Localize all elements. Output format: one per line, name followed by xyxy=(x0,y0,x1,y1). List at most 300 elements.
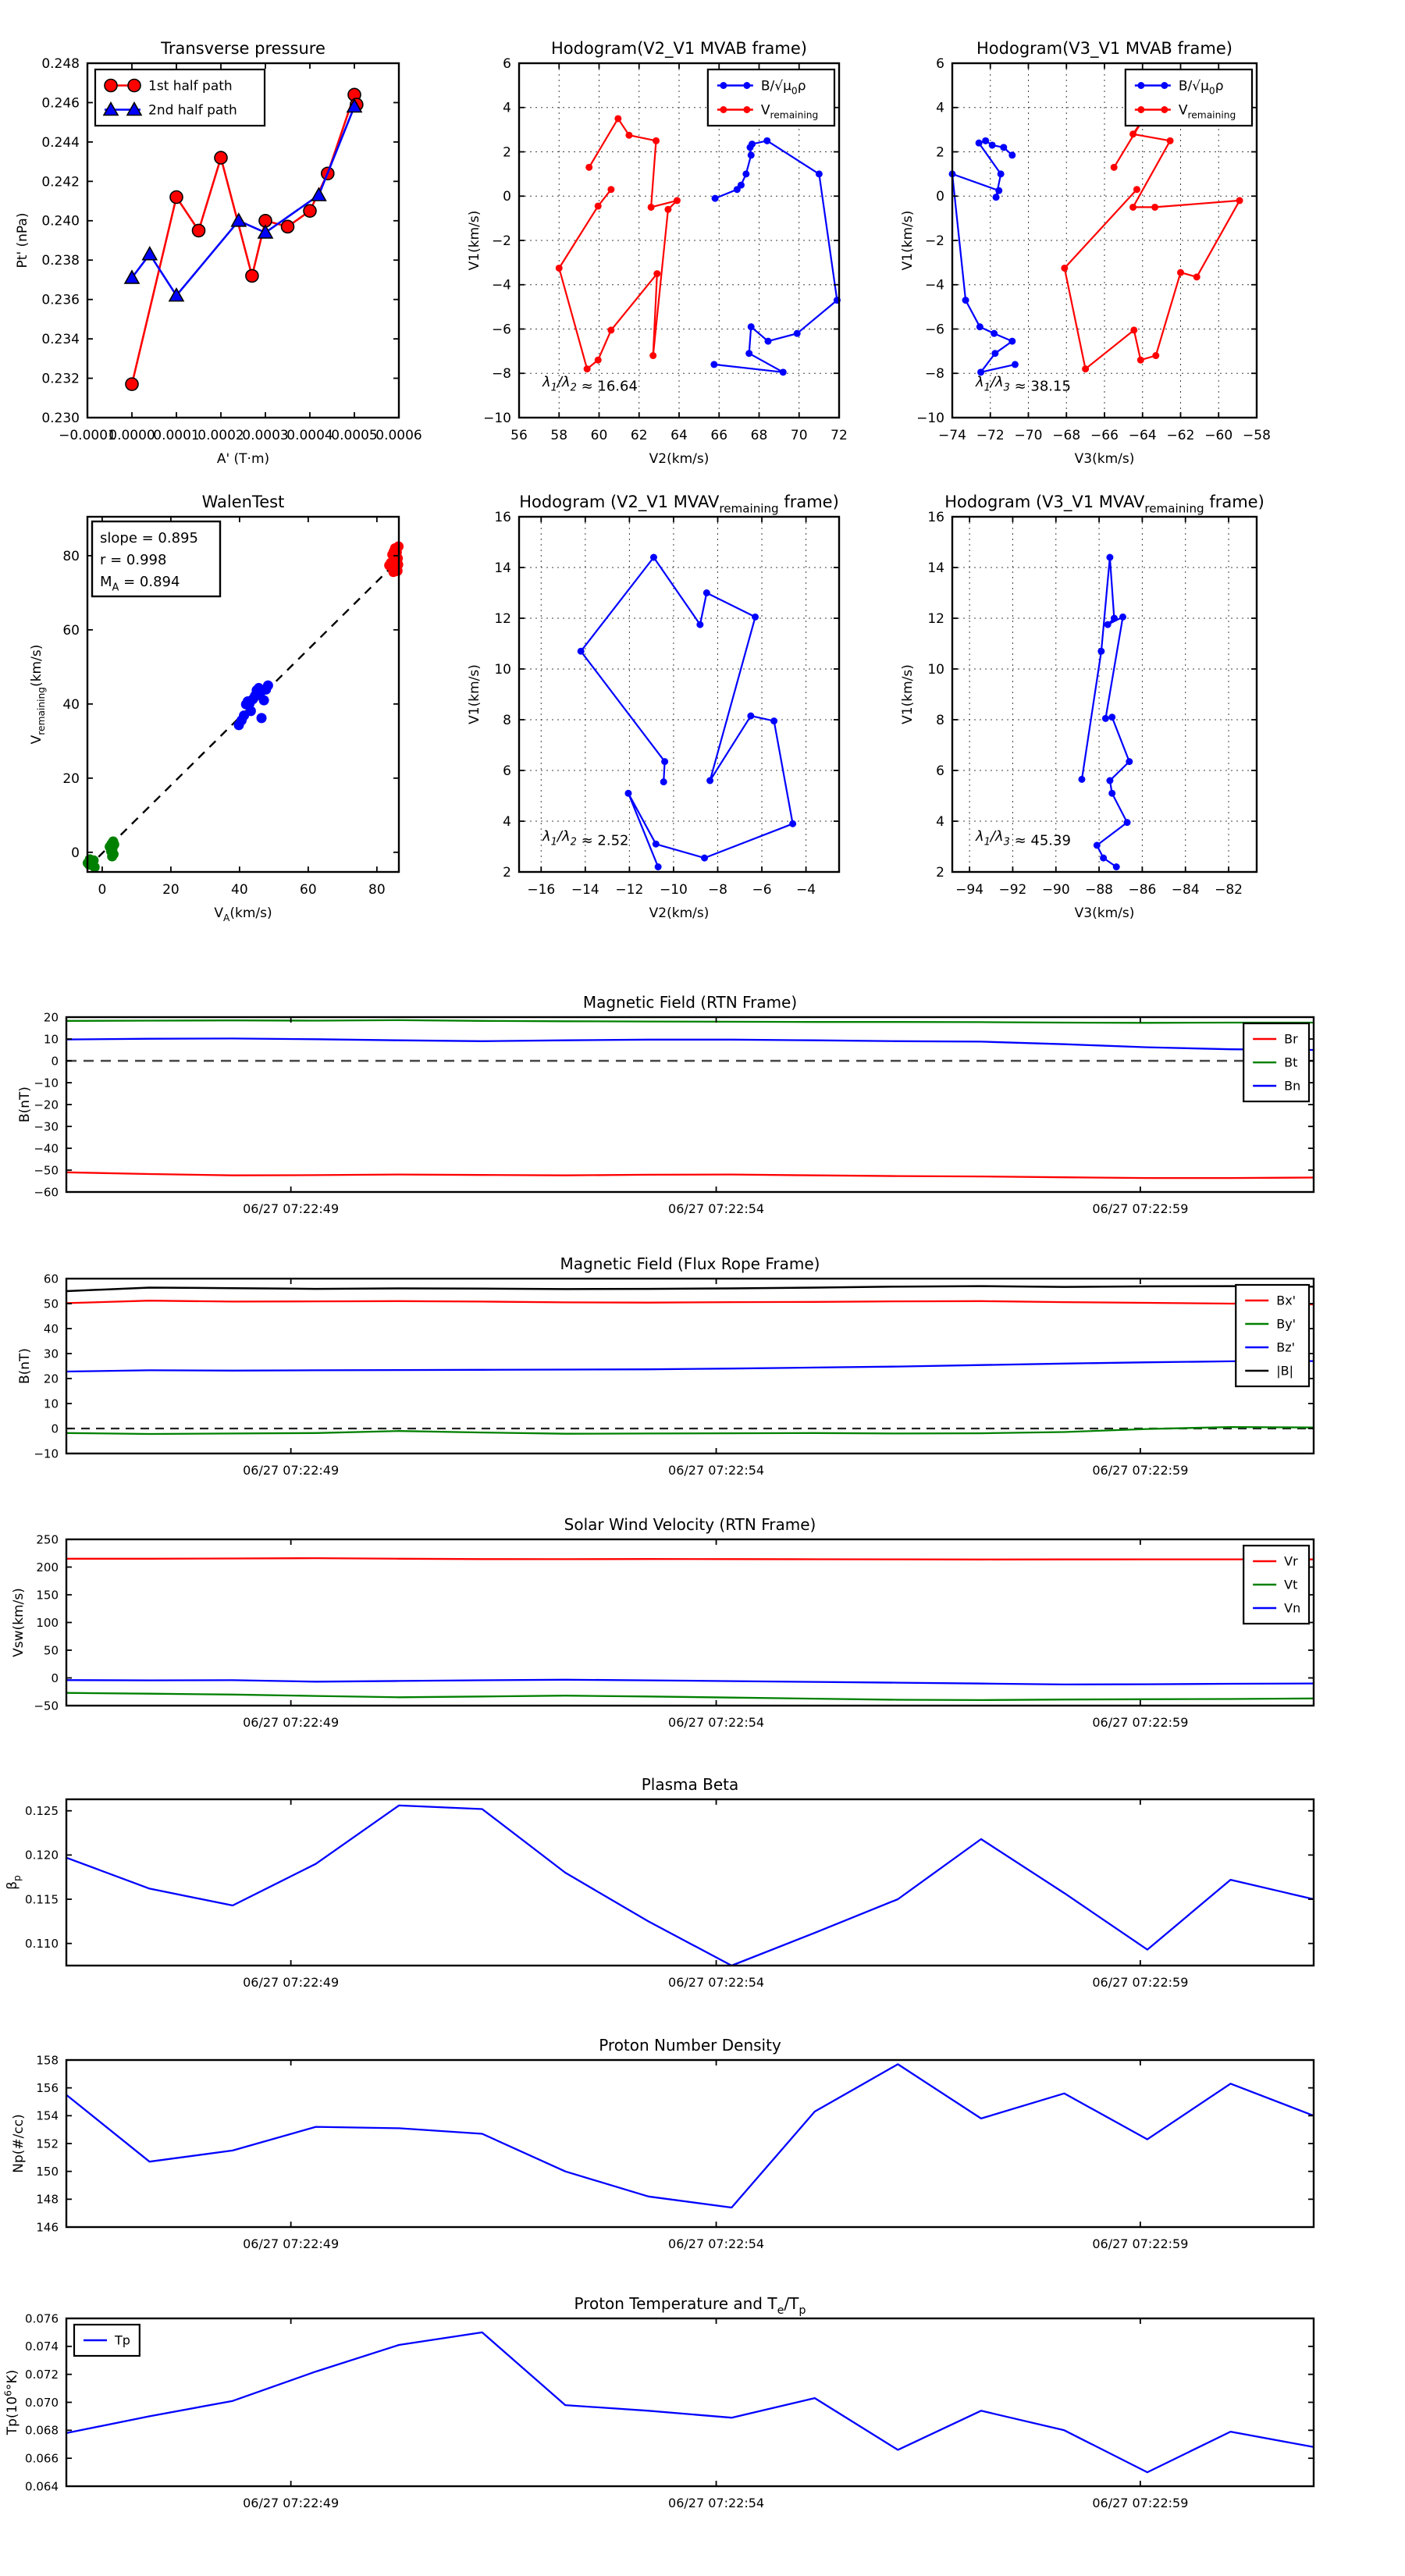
legend-label: $B/√\mu_0\rho$ xyxy=(760,78,806,97)
pressure-ytick-label: 0.230 xyxy=(41,410,80,426)
data-point-marker xyxy=(1193,273,1200,280)
walen-ytick-label: 0 xyxy=(71,845,80,861)
b_fr-title: Magnetic Field (Flux Rope Frame) xyxy=(560,1254,820,1273)
hodo_v2_mvab-ytick-label: 0 xyxy=(503,189,511,205)
b_rtn-ytick-label: −50 xyxy=(34,1163,59,1178)
legend-label: $B/√\mu_0\rho$ xyxy=(1178,78,1224,97)
beta-ylabel: $\beta_p$ xyxy=(5,1875,23,1890)
hodo_v3_mvab-title: Hodogram(V3_V1 MVAB frame) xyxy=(976,39,1232,58)
b_fr-series-Bx' xyxy=(66,1300,1314,1304)
data-point-marker xyxy=(1106,777,1113,785)
np-ytick-label: 152 xyxy=(36,2137,59,2151)
pressure-xtick-label: 0.0000 xyxy=(108,428,155,443)
b_fr-ytick-label: 60 xyxy=(43,1272,59,1286)
b_fr-ytick-label: 30 xyxy=(43,1347,59,1361)
hodo_v2_mvav-xtick-label: −10 xyxy=(659,882,688,898)
hodo_v2_mvav-xlabel: V2(km/s) xyxy=(649,906,710,921)
hodo_v3_mvav-xtick-label: −90 xyxy=(1041,882,1070,898)
pressure-xtick-label: 0.0006 xyxy=(375,428,422,443)
data-point-marker xyxy=(584,365,591,372)
b_fr-series-|B| xyxy=(66,1286,1314,1291)
hodo_v3_mvav-ytick-label: 8 xyxy=(936,712,944,728)
hodo_v2_mvab-ytick-label: −8 xyxy=(491,366,511,382)
b_fr-ytick-label: 20 xyxy=(43,1372,59,1386)
data-point-marker xyxy=(674,197,681,204)
b_rtn-series-Br xyxy=(66,1172,1314,1178)
beta-ticks xyxy=(66,1799,1314,1966)
hodo_v3_mvab-legend xyxy=(1126,69,1252,126)
chart-vsw xyxy=(11,1515,1314,1730)
b_rtn-legend xyxy=(1243,1023,1309,1101)
data-point-marker xyxy=(712,195,719,202)
walen-xtick-label: 60 xyxy=(300,882,317,898)
hodo_v2_mvab-ytick-label: −6 xyxy=(491,322,511,338)
legend-label: Vt xyxy=(1284,1577,1298,1592)
hodo_v2_mvav-ytick-label: 16 xyxy=(494,509,511,525)
data-point-marker xyxy=(1137,357,1144,364)
chart-hodo_v3_mvav xyxy=(900,493,1264,921)
data-point-marker xyxy=(664,206,671,213)
data-point-marker xyxy=(1012,361,1019,368)
vsw-legend xyxy=(1243,1546,1309,1624)
data-point-marker xyxy=(710,361,717,368)
np-ytick-label: 158 xyxy=(36,2053,59,2068)
hodo_v3_mvab-xtick-label: −72 xyxy=(976,428,1005,443)
data-point-marker xyxy=(1000,144,1007,151)
data-point-marker xyxy=(1104,621,1112,628)
hodo_v3_mvab-ylabel: V1(km/s) xyxy=(900,210,916,271)
hodo_v3_mvav-ticks xyxy=(952,517,1257,872)
data-point-marker xyxy=(1082,365,1089,372)
np-series-Np xyxy=(66,2064,1314,2208)
info-box-line: r = 0.998 xyxy=(100,552,167,568)
data-point-marker xyxy=(660,778,667,785)
walen-info-box xyxy=(92,521,220,596)
pressure-ytick-label: 0.236 xyxy=(41,292,80,308)
data-point-marker xyxy=(1111,164,1118,171)
b_rtn-title: Magnetic Field (RTN Frame) xyxy=(582,993,798,1012)
beta-ytick-label: 0.110 xyxy=(25,1936,59,1951)
data-point-marker xyxy=(614,115,621,122)
data-point-marker xyxy=(993,194,1000,201)
tp-xtick-label: 06/27 07:22:49 xyxy=(243,2496,340,2510)
data-point-marker xyxy=(748,151,755,158)
hodo_v2_mvab-xtick-label: 56 xyxy=(510,428,528,443)
tp-ytick-label: 0.064 xyxy=(25,2479,59,2494)
beta-xtick-label: 06/27 07:22:54 xyxy=(668,1975,765,1990)
b_rtn-xtick-label: 06/27 07:22:59 xyxy=(1092,1201,1189,1216)
hodo_v2_mvav-ytick-label: 14 xyxy=(494,560,511,576)
data-point-marker xyxy=(995,187,1002,194)
walen-markers-cluster 3 xyxy=(384,541,404,577)
vsw-ytick-label: 50 xyxy=(43,1643,59,1658)
legend-label: Vr xyxy=(1284,1553,1298,1569)
legend-label: Bn xyxy=(1284,1078,1301,1094)
b_fr-axes-frame xyxy=(66,1279,1314,1453)
data-point-marker xyxy=(1008,151,1016,158)
data-point-marker xyxy=(738,182,745,189)
data-point-marker xyxy=(625,132,632,139)
walen-xtick-label: 80 xyxy=(368,882,386,898)
walen-markers-cluster 2 xyxy=(234,681,273,731)
chart-np xyxy=(11,2036,1314,2251)
legend-marker xyxy=(128,80,140,92)
hodo_v3_mvav-xtick-label: −94 xyxy=(955,882,984,898)
data-point-marker xyxy=(1151,204,1158,211)
data-point-marker xyxy=(1167,137,1174,144)
walen-ytick-label: 40 xyxy=(62,696,80,713)
hodo_v3_mvav-xlabel: V3(km/s) xyxy=(1074,906,1135,921)
hodo_v2_mvav-xtick-label: −6 xyxy=(752,882,772,898)
data-point-marker xyxy=(989,141,996,148)
legend-label: By' xyxy=(1276,1316,1297,1332)
beta-ytick-label: 0.125 xyxy=(25,1803,59,1818)
beta-title: Plasma Beta xyxy=(641,1775,739,1794)
data-point-marker xyxy=(747,713,754,720)
data-point-marker xyxy=(259,696,269,706)
hodo_v3_mvav-xtick-label: −92 xyxy=(998,882,1027,898)
hodo_v2_mvav-ytick-label: 8 xyxy=(503,712,511,728)
chart-pressure xyxy=(15,39,422,467)
legend-marker xyxy=(1137,82,1144,89)
hodo_v3_mvab-xtick-label: −70 xyxy=(1014,428,1043,443)
b_fr-ytick-label: 10 xyxy=(43,1397,59,1411)
b_rtn-ylabel: B(nT) xyxy=(17,1086,33,1123)
data-point-marker xyxy=(649,352,656,359)
b_fr-xtick-label: 06/27 07:22:49 xyxy=(243,1463,340,1478)
hodo_v2_mvav-eigenvalue-annotation: $\lambda_1/\lambda_2 \approx 2.52$ xyxy=(542,828,629,849)
hodo_v2_mvab-xtick-label: 58 xyxy=(550,428,568,443)
data-point-marker xyxy=(976,323,984,330)
pressure-xtick-label: 0.0003 xyxy=(242,428,289,443)
data-point-marker xyxy=(752,614,759,621)
data-point-marker xyxy=(1126,758,1133,765)
vsw-ylabel: Vsw(km/s) xyxy=(11,1588,27,1657)
b_fr-ytick-label: 0 xyxy=(51,1421,59,1436)
legend-label: Bz' xyxy=(1276,1340,1296,1355)
chart-walen xyxy=(29,493,404,923)
data-point-marker xyxy=(246,269,258,282)
hodo_v3_mvab-eigenvalue-annotation: $\lambda_1/\lambda_3 \approx 38.15$ xyxy=(976,374,1071,395)
hodo_v2_mvav-markers-V path xyxy=(578,554,796,871)
data-point-marker xyxy=(703,589,710,596)
data-point-marker xyxy=(770,717,777,724)
np-ytick-label: 148 xyxy=(36,2192,59,2207)
data-point-marker xyxy=(650,554,657,561)
legend-marker xyxy=(1161,82,1168,89)
vsw-ytick-label: 250 xyxy=(36,1532,59,1547)
walen-ytick-label: 80 xyxy=(62,548,80,564)
vsw-series-Vr xyxy=(66,1558,1314,1560)
hodo_v2_mvav-ytick-label: 2 xyxy=(503,864,511,881)
np-ytick-label: 156 xyxy=(36,2080,59,2095)
hodo_v2_mvab-ytick-label: 4 xyxy=(503,100,511,116)
np-ylabel: Np(#/cc) xyxy=(11,2114,27,2173)
hodo_v3_mvab-xtick-label: −60 xyxy=(1204,428,1233,443)
np-ytick-label: 150 xyxy=(36,2164,59,2179)
chart-beta xyxy=(5,1775,1314,1990)
tp-series-Tp xyxy=(66,2332,1314,2472)
data-point-marker xyxy=(193,224,205,237)
hodo_v3_mvav-xtick-label: −86 xyxy=(1128,882,1157,898)
chart-tp xyxy=(3,2294,1314,2510)
data-point-marker xyxy=(998,170,1005,177)
data-point-marker xyxy=(607,326,614,333)
data-point-marker xyxy=(311,188,325,201)
hodo_v3_mvab-ytick-label: −8 xyxy=(924,366,944,382)
vsw-xtick-label: 06/27 07:22:59 xyxy=(1092,1715,1189,1730)
vsw-ytick-label: −50 xyxy=(34,1699,59,1713)
legend-marker xyxy=(720,82,727,89)
b_fr-legend xyxy=(1236,1285,1309,1386)
beta-xtick-label: 06/27 07:22:59 xyxy=(1092,1975,1189,1990)
hodo_v3_mvav-eigenvalue-annotation: $\lambda_1/\lambda_3 \approx 45.39$ xyxy=(976,828,1071,849)
hodo_v2_mvab-xtick-label: 64 xyxy=(670,428,688,443)
data-point-marker xyxy=(1129,130,1136,137)
hodo_v3_mvav-xtick-label: −82 xyxy=(1215,882,1243,898)
legend-label: $V_{remaining}$ xyxy=(760,102,819,121)
hodo_v3_mvab-xtick-label: −64 xyxy=(1128,428,1157,443)
data-point-marker xyxy=(246,706,256,716)
data-point-marker xyxy=(90,862,100,872)
b_rtn-axes-frame xyxy=(66,1017,1314,1192)
legend-label: |B| xyxy=(1276,1363,1294,1379)
data-point-marker xyxy=(1236,197,1243,204)
hodo_v3_mvab-series-B/√μ0ρ xyxy=(952,141,1015,372)
data-point-marker xyxy=(982,137,989,144)
hodo_v3_mvav-axes-frame xyxy=(952,517,1257,872)
vsw-xtick-label: 06/27 07:22:49 xyxy=(243,1715,340,1730)
hodo_v3_mvab-ytick-label: 4 xyxy=(936,100,944,116)
walen-xtick-label: 0 xyxy=(98,882,107,898)
data-point-marker xyxy=(1097,648,1104,655)
data-point-marker xyxy=(765,338,772,345)
data-point-marker xyxy=(595,357,602,364)
hodo_v3_mvav-ytick-label: 16 xyxy=(927,509,944,525)
hodo_v3_mvab-ytick-label: −2 xyxy=(924,233,944,249)
np-ytick-label: 154 xyxy=(36,2108,59,2123)
walen-ytick-label: 20 xyxy=(62,770,80,787)
vsw-ytick-label: 100 xyxy=(36,1615,59,1630)
hodo_v2_mvab-xtick-label: 72 xyxy=(831,428,848,443)
data-point-marker xyxy=(585,164,592,171)
data-point-marker xyxy=(1129,204,1136,211)
pressure-ytick-label: 0.246 xyxy=(41,95,80,112)
tp-xtick-label: 06/27 07:22:54 xyxy=(668,2496,765,2510)
hodo_v3_mvab-xtick-label: −58 xyxy=(1243,428,1271,443)
hodo_v3_mvab-ytick-label: −4 xyxy=(924,277,944,294)
b_rtn-xtick-label: 06/27 07:22:49 xyxy=(243,1201,340,1216)
hodo_v2_mvab-ytick-label: 2 xyxy=(503,144,511,161)
hodo_v2_mvab-xtick-label: 60 xyxy=(590,428,608,443)
chart-b_rtn xyxy=(17,993,1314,1216)
chart-hodo_v3_mvab xyxy=(900,39,1271,467)
data-point-marker xyxy=(653,137,660,144)
data-point-marker xyxy=(556,265,563,272)
hodo_v2_mvab-ytick-label: −4 xyxy=(491,277,511,294)
tp-legend xyxy=(74,2325,140,2356)
pressure-ylabel: Pt' (nPa) xyxy=(15,212,30,269)
data-point-marker xyxy=(578,648,585,655)
data-point-marker xyxy=(1078,776,1085,783)
hodo_v2_mvab-ytick-label: −2 xyxy=(491,233,511,249)
data-point-marker xyxy=(1008,338,1016,345)
hodo_v2_mvab-xtick-label: 66 xyxy=(710,428,728,443)
legend-label: $V_{remaining}$ xyxy=(1178,102,1236,121)
tp-ytick-label: 0.072 xyxy=(25,2367,59,2382)
data-point-marker xyxy=(263,681,273,691)
b_fr-ticks xyxy=(66,1279,1314,1453)
tp-ytick-label: 0.070 xyxy=(25,2395,59,2410)
data-point-marker xyxy=(1119,614,1126,621)
data-point-marker xyxy=(258,226,272,238)
legend-label: Br xyxy=(1284,1031,1298,1047)
b_rtn-series-Bn xyxy=(66,1038,1314,1050)
b_fr-ytick-label: −10 xyxy=(34,1446,59,1461)
data-point-marker xyxy=(648,204,655,211)
vsw-ytick-label: 0 xyxy=(51,1670,59,1685)
pressure-xtick-label: 0.0001 xyxy=(153,428,200,443)
data-point-marker xyxy=(1152,352,1159,359)
data-point-marker xyxy=(107,852,117,862)
tp-ytick-label: 0.066 xyxy=(25,2451,59,2466)
hodo_v3_mvab-ytick-label: −10 xyxy=(916,410,944,426)
hodo_v2_mvab-eigenvalue-annotation: $\lambda_1/\lambda_2 \approx 16.64$ xyxy=(542,374,638,395)
pressure-ytick-label: 0.244 xyxy=(41,134,80,151)
walen-ylabel: $V_{remaining}(km/s)$ xyxy=(29,644,48,745)
hodo_v3_mvab-xtick-label: −66 xyxy=(1090,428,1119,443)
pressure-legend xyxy=(95,69,265,126)
data-point-marker xyxy=(304,205,316,217)
data-point-marker xyxy=(1130,326,1137,333)
b_rtn-ytick-label: −40 xyxy=(34,1141,59,1156)
data-point-marker xyxy=(1133,186,1140,193)
hodo_v3_mvav-ytick-label: 6 xyxy=(936,763,944,779)
tp-title: Proton Temperature and $T_e/T_p$ xyxy=(574,2294,806,2317)
hodo_v3_mvab-xtick-label: −62 xyxy=(1166,428,1195,443)
data-point-marker xyxy=(749,141,756,148)
hodo_v2_mvav-xtick-label: −16 xyxy=(527,882,556,898)
hodo_v2_mvab-xtick-label: 68 xyxy=(750,428,768,443)
legend-label: Bt xyxy=(1284,1055,1298,1070)
legend-label: Bx' xyxy=(1276,1293,1297,1308)
hodo_v2_mvab-legend xyxy=(708,69,834,126)
hodo_v3_mvav-xtick-label: −84 xyxy=(1171,882,1200,898)
data-point-marker xyxy=(661,758,668,765)
walen-ytick-label: 60 xyxy=(62,622,80,639)
pressure-title: Transverse pressure xyxy=(161,39,325,58)
data-point-marker xyxy=(763,137,770,144)
hodo_v3_mvav-xtick-label: −88 xyxy=(1085,882,1114,898)
data-point-marker xyxy=(1111,615,1118,622)
hodo_v3_mvav-title: Hodogram (V3_V1 $MVAV_{remaining}$ frame) xyxy=(944,493,1264,516)
data-point-marker xyxy=(595,203,602,210)
hodo_v3_mvav-series-V path xyxy=(1082,557,1129,867)
tp-xtick-label: 06/27 07:22:59 xyxy=(1092,2496,1189,2510)
hodo_v2_mvav-ytick-label: 6 xyxy=(503,763,511,779)
data-point-marker xyxy=(991,330,998,337)
walen-xtick-label: 20 xyxy=(162,882,180,898)
data-point-marker xyxy=(282,220,294,233)
beta-axes-frame xyxy=(66,1799,1314,1966)
pressure-markers-1st half path xyxy=(126,88,363,390)
pressure-xtick-label: −0.0001 xyxy=(59,428,116,443)
data-point-marker xyxy=(794,330,801,337)
pressure-ytick-label: 0.248 xyxy=(41,55,80,72)
chart-b_fr xyxy=(17,1254,1314,1478)
hodo_v2_mvab-ytick-label: −10 xyxy=(483,410,511,426)
hodo_v2_mvav-series-V path xyxy=(581,557,792,867)
b_rtn-ytick-label: 10 xyxy=(43,1032,59,1047)
data-point-marker xyxy=(1113,863,1120,870)
b_rtn-ytick-label: −60 xyxy=(34,1185,59,1200)
vsw-ytick-label: 150 xyxy=(36,1588,59,1603)
data-point-marker xyxy=(742,170,749,177)
data-point-marker xyxy=(701,855,708,862)
b_fr-ytick-label: 40 xyxy=(43,1322,59,1336)
data-point-marker xyxy=(143,247,157,260)
data-point-marker xyxy=(653,270,660,277)
pressure-ytick-label: 0.232 xyxy=(41,371,80,387)
data-point-marker xyxy=(1177,269,1184,276)
data-point-marker xyxy=(1108,713,1115,720)
legend-marker xyxy=(743,82,750,89)
legend-label: Vn xyxy=(1284,1600,1301,1616)
hodo_v2_mvab-series-V remaining xyxy=(559,119,677,369)
legend-marker xyxy=(105,80,117,92)
np-title: Proton Number Density xyxy=(599,2036,781,2055)
vsw-series-Vn xyxy=(66,1680,1314,1685)
tp-ytick-label: 0.068 xyxy=(25,2423,59,2438)
pressure-series-1st half path xyxy=(132,94,357,384)
hodo_v3_mvav-ytick-label: 4 xyxy=(936,813,944,830)
data-point-marker xyxy=(1102,715,1109,722)
pressure-ytick-label: 0.234 xyxy=(41,332,80,348)
data-point-marker xyxy=(976,140,983,147)
b_fr-ytick-label: 50 xyxy=(43,1297,59,1311)
vsw-series-Vt xyxy=(66,1693,1314,1700)
tp-ytick-label: 0.076 xyxy=(25,2311,59,2326)
b_fr-ylabel: B(nT) xyxy=(17,1347,33,1385)
hodo_v3_mvab-ytick-label: −6 xyxy=(924,322,944,338)
vsw-xtick-label: 06/27 07:22:54 xyxy=(668,1715,765,1730)
hodo_v2_mvav-ytick-label: 10 xyxy=(494,661,511,678)
b_rtn-ytick-label: 20 xyxy=(43,1010,59,1025)
walen-xtick-label: 40 xyxy=(231,882,248,898)
info-box-line: slope = 0.895 xyxy=(100,530,198,546)
b_fr-series-Bz' xyxy=(66,1361,1314,1372)
hodo_v3_mvav-ytick-label: 2 xyxy=(936,864,944,881)
hodo_v2_mvav-ytick-label: 12 xyxy=(494,610,511,627)
data-point-marker xyxy=(745,350,752,357)
hodo_v2_mvav-xtick-label: −12 xyxy=(615,882,644,898)
chart-hodo_v2_mvab xyxy=(467,39,848,467)
data-point-marker xyxy=(393,566,403,576)
data-point-marker xyxy=(624,790,631,797)
pressure-ytick-label: 0.238 xyxy=(41,253,80,269)
hodo_v2_mvav-xtick-label: −4 xyxy=(796,882,816,898)
b_fr-xtick-label: 06/27 07:22:54 xyxy=(668,1463,765,1478)
beta-series-beta_p xyxy=(66,1806,1314,1966)
hodo_v2_mvav-ylabel: V1(km/s) xyxy=(467,664,482,724)
hodo_v2_mvab-xlabel: V2(km/s) xyxy=(649,451,710,467)
data-point-marker xyxy=(653,841,660,848)
data-point-marker xyxy=(748,323,755,330)
tp-ytick-label: 0.074 xyxy=(25,2339,59,2354)
tp-ylabel: $Tp(10^6^\circ K)$ xyxy=(2,2369,20,2435)
data-point-marker xyxy=(962,297,969,304)
data-point-marker xyxy=(1106,554,1113,561)
